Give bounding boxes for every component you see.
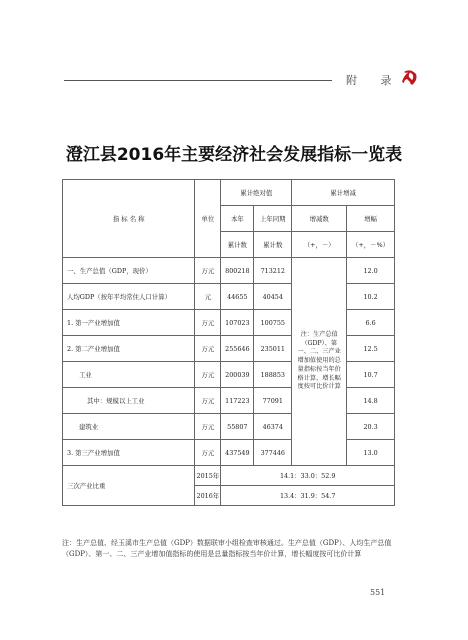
table-row: 其中：规模以上工业 万元 117223 77091 14.8 xyxy=(63,388,395,414)
header-rule xyxy=(64,80,332,81)
ratio-label: 三次产业比重 xyxy=(63,466,195,506)
section-label: 附 录 xyxy=(346,74,402,87)
sub-header-cum1: 累计数 xyxy=(221,232,254,258)
col-header-rate: 增幅 xyxy=(347,206,395,232)
footnote: 注：生产总值、经玉溪市生产总值（GDP）数据联审小组检查审核通过。生产总值（GDP）、人均生产总值（GDP）、第一、二、三产业增加值指标的使用是总量指标按当年价计算，增长幅度按可比价计算 xyxy=(62,539,392,559)
table-row: 一、生产总值（GDP，现价） 万元 800218 713212 注：生产总值（GDP）、第一、二、三产业增加值使用的总量指标按当年价格计算，增长幅度按可比价计算 12.0 xyxy=(63,258,395,284)
col-header-this-year: 本年 xyxy=(221,206,254,232)
page-title: 澄江县2016年主要经济社会发展指标一览表 xyxy=(65,145,403,165)
table-row: 1. 第一产业增加值 万元 107023 100755 6.6 xyxy=(63,310,395,336)
sub-header-sign2: （+，－%） xyxy=(347,232,395,258)
ratio-row xyxy=(63,466,395,486)
table-row: 2. 第二产业增加值 万元 255646 235011 12.5 xyxy=(63,336,395,362)
sub-header-cum2: 累计数 xyxy=(254,232,292,258)
group-header-growth: 累计增减 xyxy=(292,180,395,206)
col-header-unit: 单位 xyxy=(195,180,221,258)
method-note: 注：生产总值（GDP）、第一、二、三产业增加值使用的总量指标按当年价格计算，增长幅度按可比价计算 xyxy=(292,258,347,466)
group-header-abs: 累计绝对值 xyxy=(221,180,292,206)
ratio-value: 14.1：33.0：52.9 xyxy=(221,466,395,486)
ratio-year: 2016年 xyxy=(195,486,221,506)
table-row: 工业 万元 200039 188853 10.7 xyxy=(63,362,395,388)
table-row: 建筑业 万元 55807 46374 20.3 xyxy=(63,414,395,440)
party-emblem-icon xyxy=(398,66,420,88)
sub-header-sign1: （+，－） xyxy=(292,232,347,258)
page-number: 551 xyxy=(370,588,386,597)
indicator-table xyxy=(62,179,395,506)
col-header-last-year: 上年同期 xyxy=(254,206,292,232)
table-row: 3. 第三产业增加值 万元 437549 377446 13.0 xyxy=(63,440,395,466)
table-row: 人均GDP（按年平均常住人口计算） 元 44655 40454 10.2 xyxy=(63,284,395,310)
ratio-value: 13.4：31.9：54.7 xyxy=(221,486,395,506)
ratio-year: 2015年 xyxy=(195,466,221,486)
col-header-indicator: 指 标 名 称 xyxy=(63,180,195,258)
col-header-change: 增减数 xyxy=(292,206,347,232)
page-header xyxy=(64,70,404,90)
